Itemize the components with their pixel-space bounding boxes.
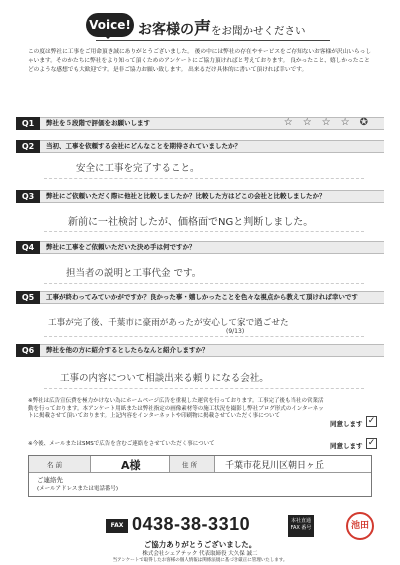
question-tag: Q4 (16, 241, 40, 254)
agree-checkbox-1[interactable]: ✓ (367, 416, 376, 426)
publication-notice: ※弊社は広告宣伝費を極力かけない為にホームページ広告を重視した運営を行っております。工事完了後も当社の営業活動を行っております。本アンケート用紙または弊社指定の画像素材等の施工状況を撮影し弊社ブログ形式のインターネットに掲載させて頂いております。上記内容をインターネットや印刷物に掲載させていただく事について (28, 398, 324, 419)
table-divider (29, 472, 371, 473)
answer-line (44, 283, 364, 284)
customer-info-table (28, 455, 372, 497)
question-text: 弊社を他の方に紹介するとしたらなんと紹介しますか？ (46, 346, 209, 354)
question-text: 弊社に工事をご依頼いただいた決め手は何ですか？ (46, 243, 196, 251)
agree-label-2: 同意します (330, 442, 363, 450)
answer-2[interactable]: 安全に工事を完了すること。 (76, 163, 200, 174)
thanks-text: ご協力ありがとうございました。 (143, 540, 257, 549)
voice-badge: Voice! (86, 13, 134, 37)
address-label-cell (169, 456, 215, 473)
answer-6[interactable]: 工事の内容について相談出来る頼りになる会社。 (60, 373, 269, 384)
question-tag: Q6 (16, 344, 40, 357)
agree-checkbox-2[interactable]: ✓ (367, 438, 376, 448)
title-rule (96, 40, 330, 41)
fax-badge-line-2: FAX 番号 (290, 525, 312, 531)
fax-icon: FAX (106, 519, 128, 533)
address-value[interactable]: 千葉市花見川区朝日ヶ丘 (225, 461, 325, 471)
question-tag: Q5 (16, 291, 40, 304)
question-text: 工事が終わってみていかがですか？良かった事・嬉しかったことを色々な視点から教えて頂ければ幸いです (46, 293, 358, 301)
question-tag: Q3 (16, 190, 40, 203)
fax-badge-line-1: 本社直通 (290, 518, 311, 524)
name-label-cell (29, 456, 91, 473)
answer-3[interactable]: 新前に一社検討したが、価格面でNGと判断しました。 (68, 217, 314, 228)
privacy-text: 当アンケートで取得したお客様の個人情報は関係法規に基づき厳正に管理いたします。 (112, 558, 288, 563)
answer-line (44, 231, 364, 232)
name-label: 名 前 (47, 461, 63, 469)
question-1 (16, 117, 384, 130)
answer-line (44, 336, 364, 337)
fax-number[interactable]: 0438-38-3310 (132, 514, 251, 534)
name-value[interactable]: A様 (121, 459, 141, 472)
answer-5[interactable]: 工事が完了後、千葉市に豪雨があったが安心して家で過ごせた (48, 318, 289, 328)
question-6 (16, 344, 384, 357)
agree-label-1: 同意します (330, 420, 363, 428)
fax-badge (288, 515, 314, 537)
contact-notice: ※今後、メールまたはSMSで広告を含むご連絡をさせていただく事について (28, 441, 215, 447)
address-label: 住 所 (182, 461, 198, 469)
title-part-c: をお聞かせください (211, 25, 306, 37)
question-text: 当初、工事を依頼する会社にどんなことを期待されていましたか？ (46, 142, 241, 150)
contact-sub-label: (メールアドレスまたは電話番号) (37, 486, 119, 492)
question-text: 弊社にご依頼いただく際に他社と比較しましたか？比較した方はどこの会社と比較しましたか？ (46, 192, 326, 200)
question-2 (16, 140, 384, 153)
question-4 (16, 241, 384, 254)
question-tag: Q2 (16, 140, 40, 153)
rating-stars[interactable]: ☆☆☆☆✪ (283, 117, 378, 128)
company-text: 株式会社シェアテック 代表取締役 大久保 誠二 (142, 551, 258, 557)
answer-line (44, 178, 364, 179)
answer-line (44, 388, 364, 389)
question-5 (16, 291, 384, 304)
question-text: 弊社を５段階で評価をお願いします (46, 119, 150, 127)
question-3 (16, 190, 384, 203)
intro-text: この度は弊社に工事をご用命頂き誠にありがとうございました。 後の中には弊社の存在やサービスをご存知ないお客様が沢山いらっしゃいます。そのかたちに弊社をより知って頂くためのアンケートにご協力頂ければと考えております。 良かったこと、嬉しかったことどのような感想でも大歓迎です。是非ご協力お願い致します。 出来るだけ具体的に書いて頂ければ幸いです。 (28, 49, 372, 73)
answer-5-note: (9/13) (226, 328, 245, 335)
answer-4[interactable]: 担当者の説明と工事代金 です。 (66, 268, 202, 279)
question-tag: Q1 (16, 117, 40, 130)
title-part-a: お客様の (138, 22, 194, 38)
inspector-stamp: 池田 (346, 512, 374, 540)
contact-label: ご連絡先 (37, 476, 63, 484)
title-part-b: 声 (194, 19, 211, 39)
page-title (138, 14, 306, 39)
